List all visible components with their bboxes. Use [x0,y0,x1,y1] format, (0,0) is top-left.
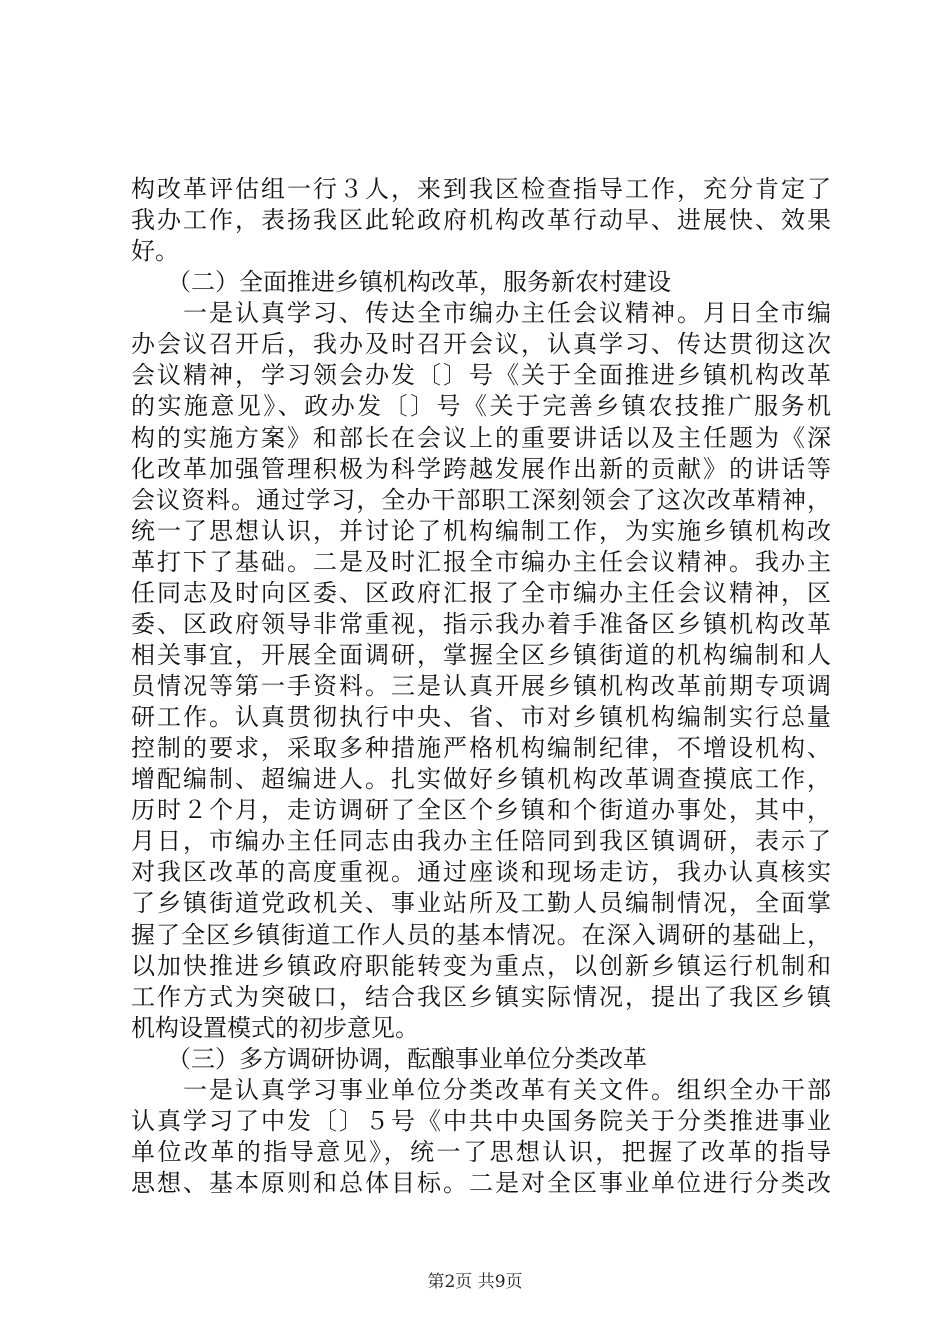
text-line: 对我区改革的高度重视。通过座谈和现场走访，我办认真核实 [131,858,831,886]
text-line: 委、区政府领导非常重视，指示我办着手准备区乡镇机构改革 [131,610,831,638]
text-line: 一是认真学习事业单位分类改革有关文件。组织全办干部 [131,1076,831,1104]
section-heading: （三）多方调研协调，酝酿事业单位分类改革 [131,1045,647,1073]
text-line: 研工作。认真贯彻执行中央、省、市对乡镇机构编制实行总量 [131,703,831,731]
text-line: 会议资料。通过学习，全办干部职工深刻领会了这次改革精神， [131,486,831,514]
text-line: 历时２个月，走访调研了全区个乡镇和个街道办事处，其中， [131,796,831,824]
text-line: 控制的要求，采取多种措施严格机构编制纪律，不增设机构、 [131,734,831,762]
text-line: 构改革评估组一行３人，来到我区检查指导工作，充分肯定了 [131,175,831,203]
text-line: 统一了思想认识，并讨论了机构编制工作，为实施乡镇机构改 [131,517,831,545]
text-line: 机构设置模式的初步意见。 [131,1014,419,1042]
text-line: 增配编制、超编进人。扎实做好乡镇机构改革调查摸底工作， [131,765,831,793]
text-line: 的实施意见》、政办发〔〕号《关于完善乡镇农技推广服务机 [131,392,831,420]
text-line: 以加快推进乡镇政府职能转变为重点，以创新乡镇运行机制和 [131,952,831,980]
text-line: 握了全区乡镇街道工作人员的基本情况。在深入调研的基础上， [131,921,831,949]
text-line: 认真学习了中发〔〕５号《中共中央国务院关于分类推进事业 [131,1107,831,1135]
text-line: 化改革加强管理积极为科学跨越发展作出新的贡献》的讲话等 [131,455,831,483]
text-line: 员情况等第一手资料。三是认真开展乡镇机构改革前期专项调 [131,672,831,700]
text-line: 办会议召开后，我办及时召开会议，认真学习、传达贯彻这次 [131,330,831,358]
text-line: 任同志及时向区委、区政府汇报了全市编办主任会议精神，区 [131,579,831,607]
page-footer: 第2页 共9页 [427,1272,523,1292]
text-line: 相关事宜，开展全面调研，掌握全区乡镇街道的机构编制和人 [131,641,831,669]
text-line: 会议精神，学习领会办发〔〕号《关于全面推进乡镇机构改革 [131,361,831,389]
text-line: 了乡镇街道党政机关、事业站所及工勤人员编制情况，全面掌 [131,889,831,917]
text-line: 工作方式为突破口，结合我区乡镇实际情况，提出了我区乡镇 [131,983,831,1011]
text-line: 思想、基本原则和总体目标。二是对全区事业单位进行分类改 [131,1169,831,1197]
section-heading: （二）全面推进乡镇机构改革，服务新农村建设 [131,268,671,296]
text-line: 我办工作，表扬我区此轮政府机构改革行动早、进展快、效果 [131,206,831,234]
text-line: 构的实施方案》和部长在会议上的重要讲话以及主任题为《深 [131,424,831,452]
text-line: 单位改革的指导意见》，统一了思想认识，把握了改革的指导 [131,1138,831,1166]
text-line: 好。 [131,237,179,265]
text-line: 一是认真学习、传达全市编办主任会议精神。月日全市编 [131,299,831,327]
text-line: 革打下了基础。二是及时汇报全市编办主任会议精神。我办主 [131,548,831,576]
text-line: 月日，市编办主任同志由我办主任陪同到我区镇调研，表示了 [131,827,831,855]
